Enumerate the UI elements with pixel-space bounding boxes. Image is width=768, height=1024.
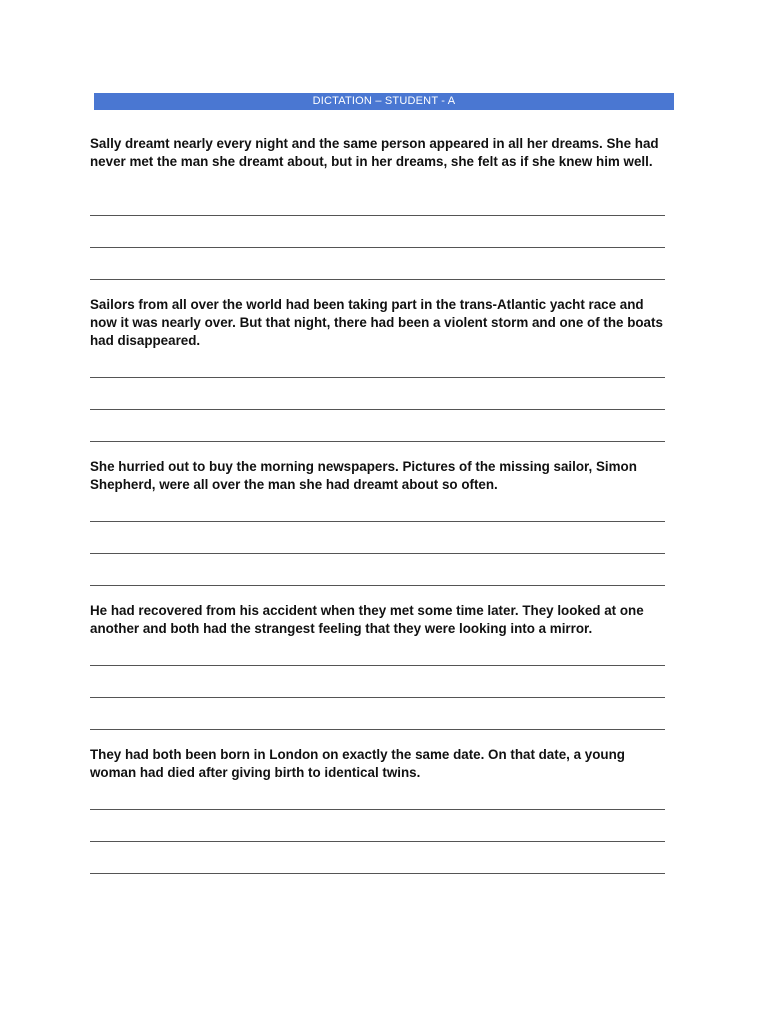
dictation-section-5 [90, 746, 668, 782]
dictation-paragraph-5: They had both been born in London on exactly the same date. On that date, a young woman had died after giving birth to identical twins. [90, 747, 625, 780]
answer-line[interactable] [90, 441, 665, 442]
dictation-title-bar [94, 93, 674, 110]
answer-line[interactable] [90, 809, 665, 810]
answer-line[interactable] [90, 247, 665, 248]
answer-line[interactable] [90, 553, 665, 554]
answer-line[interactable] [90, 665, 665, 666]
dictation-section-4 [90, 602, 668, 638]
dictation-paragraph-3: She hurried out to buy the morning newspapers. Pictures of the missing sailor, Simon Shepherd, were all over the man she had dreamt about so often. [90, 459, 637, 492]
answer-line[interactable] [90, 697, 665, 698]
page-title: DICTATION – STUDENT - A [312, 95, 456, 107]
dictation-paragraph-2: Sailors from all over the world had been taking part in the trans-Atlantic yacht race and now it was nearly over. But that night, there had been a violent storm and one of the boats had disappeared. [90, 297, 663, 348]
answer-line[interactable] [90, 841, 665, 842]
answer-line[interactable] [90, 521, 665, 522]
answer-line[interactable] [90, 409, 665, 410]
answer-line[interactable] [90, 585, 665, 586]
dictation-section-2 [90, 296, 668, 350]
answer-line[interactable] [90, 215, 665, 216]
answer-line[interactable] [90, 279, 665, 280]
dictation-section-3 [90, 458, 668, 494]
answer-line[interactable] [90, 377, 665, 378]
dictation-section-1 [90, 135, 668, 171]
dictation-paragraph-4: He had recovered from his accident when they met some time later. They looked at one another and both had the strangest feeling that they were looking into a mirror. [90, 603, 644, 636]
dictation-paragraph-1: Sally dreamt nearly every night and the same person appeared in all her dreams. She had never met the man she dreamt about, but in her dreams, she felt as if she knew him well. [90, 136, 659, 169]
answer-line[interactable] [90, 729, 665, 730]
answer-line[interactable] [90, 873, 665, 874]
